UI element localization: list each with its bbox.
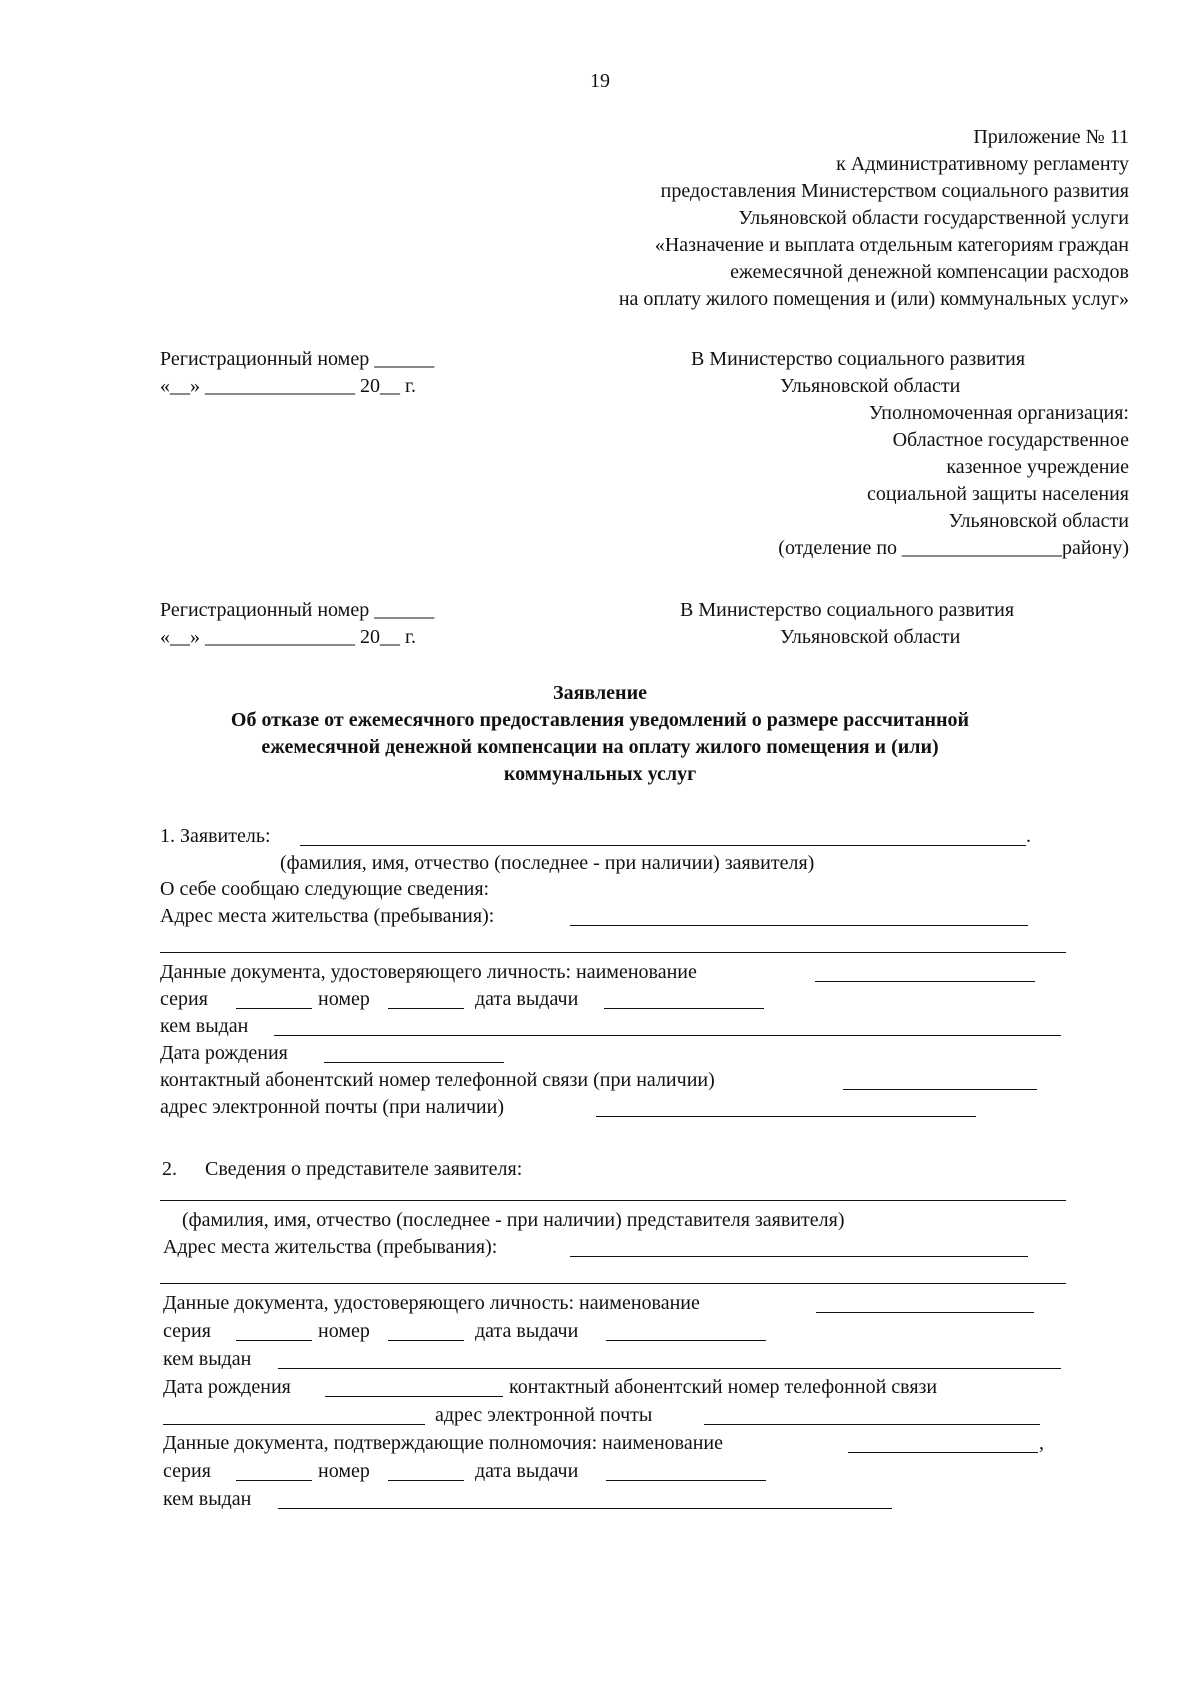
- address-field[interactable]: [570, 925, 1028, 926]
- registration-date-line: «__» _______________ 20__ г.: [160, 626, 416, 648]
- document-title-line: коммунальных услуг: [503, 763, 697, 785]
- document-heading: Заявление: [553, 682, 647, 704]
- applicant-period: .: [1026, 825, 1031, 847]
- rep-issue-date-label: дата выдачи: [475, 1320, 579, 1342]
- issued-by-field[interactable]: [274, 1035, 1061, 1036]
- addressee-line: В Министерство социального развития: [691, 348, 1026, 370]
- rep-series-label: серия: [163, 1320, 211, 1342]
- rep-phone-field[interactable]: [163, 1424, 425, 1425]
- authority-number-label: номер: [318, 1460, 370, 1482]
- id-doc-label: Данные документа, удостоверяющего личность: наименование: [160, 961, 697, 983]
- addressee-line: Ульяновской области: [780, 375, 961, 397]
- applicant-label: 1. Заявитель:: [160, 825, 271, 847]
- authority-series-field[interactable]: [236, 1480, 312, 1481]
- address-field-line2[interactable]: [160, 952, 1066, 953]
- authority-issued-by-label: кем выдан: [163, 1488, 252, 1510]
- addressee-line: социальной защиты населения: [867, 483, 1129, 505]
- series-label: серия: [160, 988, 208, 1010]
- rep-number-label: номер: [318, 1320, 370, 1342]
- authority-doc-label: Данные документа, подтверждающие полномочия: наименование: [163, 1432, 723, 1454]
- rep-birth-date-label: Дата рождения: [163, 1376, 291, 1398]
- appendix-line: «Назначение и выплата отдельным категориям граждан: [654, 234, 1129, 256]
- appendix-line: Ульяновской области государственной услуги: [738, 207, 1129, 229]
- rep-id-doc-label: Данные документа, удостоверяющего личность: наименование: [163, 1292, 700, 1314]
- rep-email-label: адрес электронной почты: [435, 1404, 653, 1426]
- issue-date-label: дата выдачи: [475, 988, 579, 1010]
- rep-number-field[interactable]: [388, 1340, 464, 1341]
- registration-number-line: Регистрационный номер ______: [160, 348, 435, 370]
- applicant-hint: (фамилия, имя, отчество (последнее - при наличии) заявителя): [280, 852, 815, 874]
- registration-number-line: Регистрационный номер ______: [160, 599, 435, 621]
- issue-date-field[interactable]: [604, 1008, 764, 1009]
- series-field[interactable]: [236, 1008, 312, 1009]
- addressee-line: (отделение по ________________району): [778, 537, 1129, 559]
- addressee-line: казенное учреждение: [946, 456, 1129, 478]
- appendix-line: к Административному регламенту: [836, 153, 1129, 175]
- email-label: адрес электронной почты (при наличии): [160, 1096, 504, 1118]
- phone-label: контактный абонентский номер телефонной связи (при наличии): [160, 1069, 715, 1091]
- document-title-line: ежемесячной денежной компенсации на оплату жилого помещения и (или): [261, 736, 939, 758]
- id-doc-name-field[interactable]: [815, 981, 1035, 982]
- rep-issue-date-field[interactable]: [606, 1340, 766, 1341]
- issued-by-label: кем выдан: [160, 1015, 249, 1037]
- rep-email-field[interactable]: [704, 1424, 1040, 1425]
- rep-hint: (фамилия, имя, отчество (последнее - при наличии) представителя заявителя): [182, 1209, 845, 1231]
- appendix-line: на оплату жилого помещения и (или) коммунальных услуг»: [618, 288, 1129, 310]
- addressee-line: Ульяновской области: [948, 510, 1129, 532]
- addressee-line: Уполномоченная организация:: [868, 402, 1129, 424]
- rep-series-field[interactable]: [236, 1340, 312, 1341]
- registration-date-line: «__» _______________ 20__ г.: [160, 375, 416, 397]
- authority-issue-date-field[interactable]: [606, 1480, 766, 1481]
- number-field[interactable]: [388, 1008, 464, 1009]
- phone-field[interactable]: [843, 1089, 1037, 1090]
- authority-doc-name-field[interactable]: [848, 1452, 1038, 1453]
- appendix-line: ежемесячной денежной компенсации расходов: [730, 261, 1129, 283]
- addressee-line: В Министерство социального развития: [680, 599, 1015, 621]
- document-title-line: Об отказе от ежемесячного предоставления уведомлений о размере рассчитанной: [230, 709, 970, 731]
- rep-address-field[interactable]: [570, 1256, 1028, 1257]
- authority-number-field[interactable]: [388, 1480, 464, 1481]
- authority-issue-date-label: дата выдачи: [475, 1460, 579, 1482]
- birth-date-field[interactable]: [324, 1062, 504, 1063]
- rep-address-label: Адрес места жительства (пребывания):: [163, 1236, 498, 1258]
- page-number: 19: [590, 70, 610, 92]
- appendix-line: Приложение № 11: [973, 126, 1129, 148]
- authority-issued-by-field[interactable]: [278, 1508, 892, 1509]
- authority-series-label: серия: [163, 1460, 211, 1482]
- rep-phone-label: контактный абонентский номер телефонной связи: [509, 1376, 938, 1398]
- about-self-label: О себе сообщаю следующие сведения:: [160, 878, 490, 900]
- section2-number: 2.: [162, 1158, 177, 1180]
- appendix-line: предоставления Министерством социального развития: [660, 180, 1129, 202]
- rep-issued-by-label: кем выдан: [163, 1348, 252, 1370]
- number-label: номер: [318, 988, 370, 1010]
- section2-heading: Сведения о представителе заявителя:: [205, 1158, 523, 1180]
- email-field[interactable]: [596, 1116, 976, 1117]
- applicant-name-field[interactable]: [300, 845, 1026, 846]
- birth-date-label: Дата рождения: [160, 1042, 288, 1064]
- authority-comma: ,: [1039, 1432, 1044, 1454]
- addressee-line: Ульяновской области: [780, 626, 961, 648]
- rep-id-doc-name-field[interactable]: [816, 1312, 1034, 1313]
- rep-address-field-line2[interactable]: [160, 1283, 1066, 1284]
- rep-birth-date-field[interactable]: [325, 1396, 503, 1397]
- rep-name-field[interactable]: [160, 1200, 1066, 1201]
- rep-issued-by-field[interactable]: [278, 1368, 1061, 1369]
- address-label: Адрес места жительства (пребывания):: [160, 905, 495, 927]
- addressee-line: Областное государственное: [892, 429, 1129, 451]
